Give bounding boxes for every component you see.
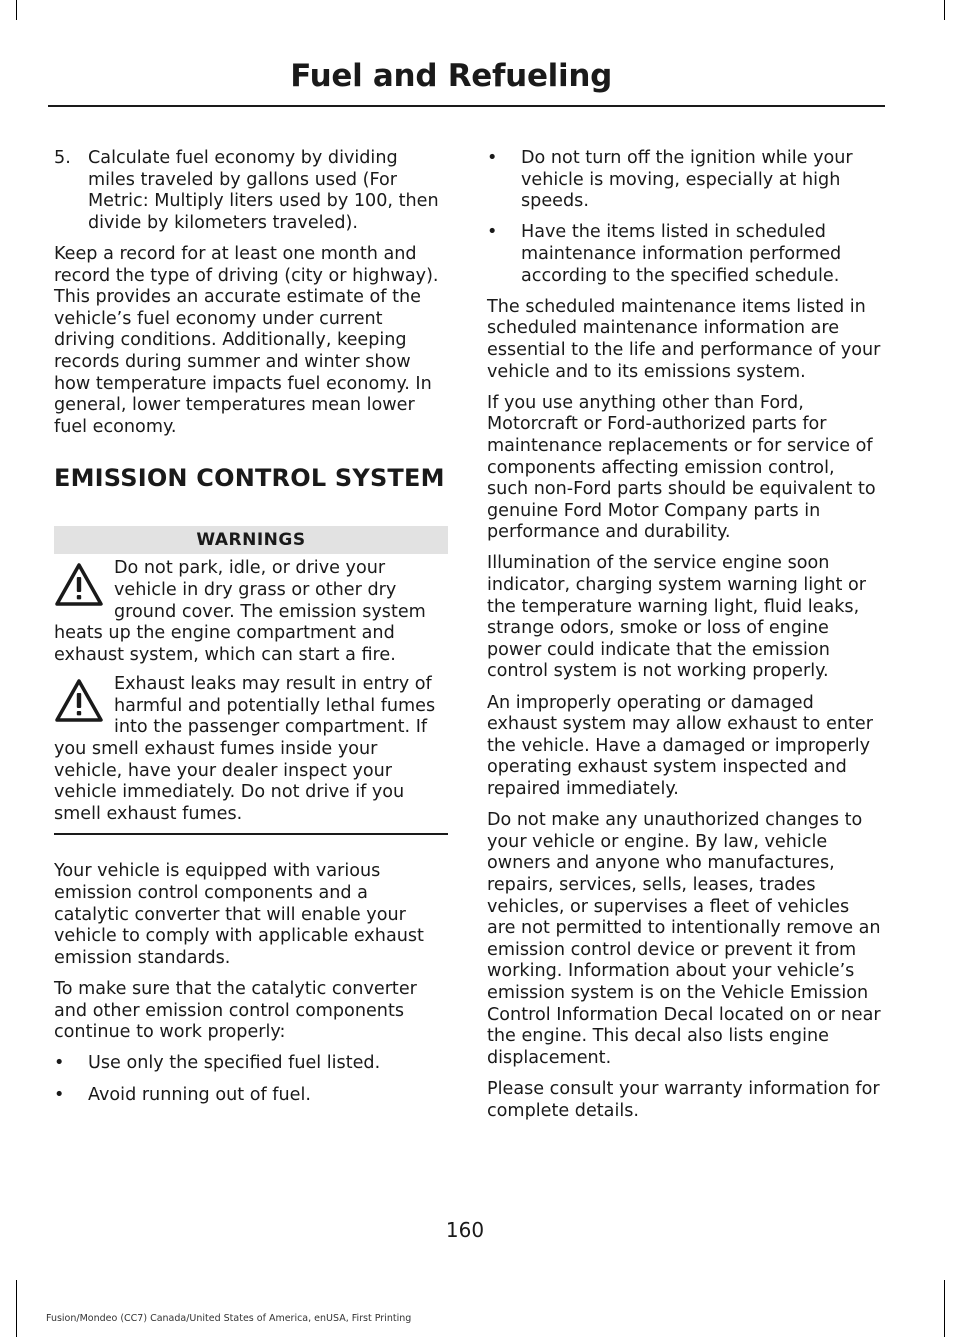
record-paragraph: Keep a record for at least one month and record the type of driving (city or highway). This provides an accurate estimate of the vehicle’s fuel economy under current driving conditions. Additionally, keeping records during summer and winter show how temperature impacts fuel economy. In general, lower temperatures mean lower fuel economy. <box>54 243 439 437</box>
paragraph: Do not make any unauthorized changes to your vehicle or engine. By law, vehicle owners and anyone who manufactures, repairs, services, sells, leases, trades vehicles, or supervises a fleet of vehicles are not permitted to intentionally remove an emission control device or prevent it from working. Information about your vehicle’s emission system is on the Vehicle Emission Control Information Decal located on or near the engine. This decal also lists engine displacement. <box>487 810 881 1068</box>
bullet-glyph: • <box>54 1084 65 1105</box>
crop-mark-bottom-left <box>16 1280 17 1337</box>
paragraph: Illumination of the service engine soon indicator, charging system warning light or the temperature warning light, fluid leaks, strange odors, smoke or loss of engine power could indicate that the emission control system is not working properly. <box>487 553 866 682</box>
list-item-text: Use only the specified fuel listed. <box>88 1053 381 1074</box>
list-item <box>487 148 881 213</box>
list-item-text: Have the items listed in scheduled maintenance information performed according to the specified schedule. <box>521 222 842 286</box>
paragraph: If you use anything other than Ford, Motorcraft or Ford-authorized parts for maintenance replacements or for service of components affecting emission control, such non-Ford parts should be equivalent to genuine Ford Motor Company parts in performance and durability. <box>487 392 876 543</box>
warning-text: Exhaust leaks may result in entry of harmful and potentially lethal fumes into the passenger compartment. If you smell exhaust fumes inside your vehicle, have your dealer inspect your vehicle immediately. Do not drive if you smell exhaust fumes. <box>54 674 436 824</box>
paragraph: The scheduled maintenance items listed in scheduled maintenance information are essential to the life and performance of your vehicle and to its emissions system. <box>487 296 881 382</box>
list-item-text: Do not turn off the ignition while your vehicle is moving, especially at high speeds. <box>521 148 853 212</box>
section-heading-emission-control: EMISSION CONTROL SYSTEM <box>54 464 445 493</box>
warning-triangle-icon <box>54 678 104 724</box>
crop-mark-bottom-right <box>944 1280 945 1337</box>
warning-item <box>54 674 448 825</box>
crop-mark-top-right <box>944 0 945 20</box>
warning-triangle-icon <box>54 562 104 608</box>
equipped-paragraph: Your vehicle is equipped with various emission control components and a catalytic converter that will enable your vehicle to comply with applicable exhaust emission standards. <box>54 861 424 968</box>
paragraph: An improperly operating or damaged exhaust system may allow exhaust to enter the vehicle. Have a damaged or improperly operating exhaust system inspected and repaired immediately. <box>487 692 873 799</box>
crop-mark-top-left <box>16 0 17 20</box>
bullet-glyph: • <box>54 1053 65 1074</box>
step-5 <box>54 148 448 234</box>
list-item <box>54 1085 448 1107</box>
to-make-sure-paragraph: To make sure that the catalytic converter and other emission control components continue to work properly: <box>54 979 417 1043</box>
footer-text: Fusion/Mondeo (CC7) Canada/United States of America, enUSA, First Printing <box>46 1313 412 1324</box>
title-rule <box>48 105 885 107</box>
bullet-glyph: • <box>487 148 498 168</box>
step-number: 5. <box>54 148 71 168</box>
page-title: Fuel and Refueling <box>290 58 612 94</box>
warnings-end-rule <box>54 833 448 835</box>
list-item-text: Avoid running out of fuel. <box>88 1084 311 1105</box>
right-column <box>487 148 881 1132</box>
paragraph: Please consult your warranty information for complete details. <box>487 1078 880 1121</box>
warnings-header: WARNINGS <box>54 526 448 554</box>
warning-item <box>54 558 448 666</box>
left-column <box>54 148 448 1116</box>
list-item <box>487 222 881 287</box>
step-text: Calculate fuel economy by dividing miles traveled by gallons used (For Metric: Multiply liters used by 100, then divide by kilometers traveled). <box>88 148 439 233</box>
list-item <box>54 1053 448 1075</box>
bullet-glyph: • <box>487 222 498 243</box>
page-number: 160 <box>445 1218 485 1242</box>
warning-text: Do not park, idle, or drive your vehicle in dry grass or other dry ground cover. The emission system heats up the engine compartment and exhaust system, which can start a fire. <box>54 558 426 665</box>
